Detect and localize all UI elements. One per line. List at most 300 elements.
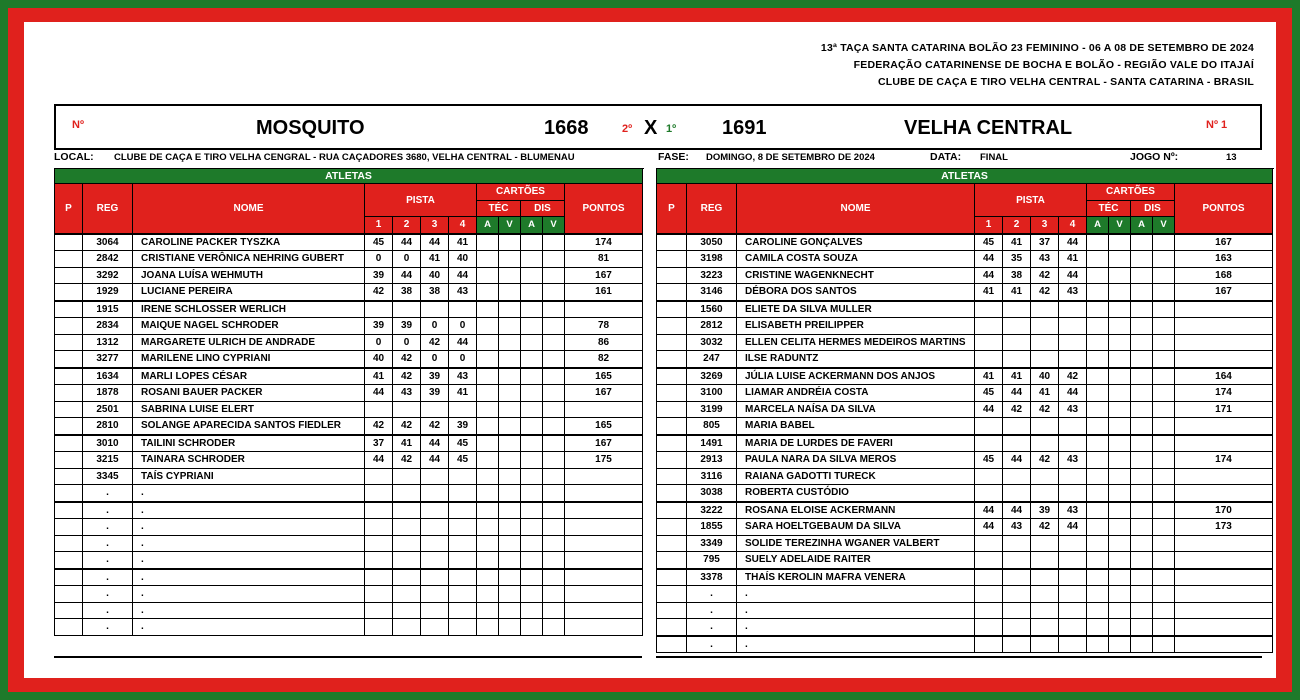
pontos-cell: 174 <box>565 234 643 251</box>
cartao-cell <box>499 535 521 552</box>
pista-score-cell <box>1003 602 1031 619</box>
pontos-cell <box>1175 351 1273 368</box>
cartao-cell <box>1109 485 1131 502</box>
cartao-cell <box>1153 636 1175 653</box>
cartao-cell <box>1087 602 1109 619</box>
athlete-row <box>55 602 643 619</box>
pista-score-cell <box>1059 334 1087 351</box>
athlete-row <box>657 334 1273 351</box>
cartao-cell <box>543 502 565 519</box>
cartao-cell <box>499 619 521 636</box>
pista-score-cell <box>1031 318 1059 335</box>
pontos-cell: 165 <box>565 418 643 435</box>
pista-score-cell: 44 <box>1059 385 1087 402</box>
reg-cell: 1929 <box>83 284 133 301</box>
pista-score-cell: 41 <box>1059 251 1087 268</box>
cartao-cell <box>477 267 499 284</box>
cartao-cell <box>477 619 499 636</box>
cartao-cell <box>1153 251 1175 268</box>
pontos-cell: 170 <box>1175 502 1273 519</box>
match-number-left: Nº <box>72 119 84 131</box>
nome-cell: MARILENE LINO CYPRIANI <box>133 351 365 368</box>
reg-cell: 3349 <box>687 535 737 552</box>
pista-score-cell <box>1059 485 1087 502</box>
cartao-cell <box>477 418 499 435</box>
cartao-cell <box>1109 535 1131 552</box>
cartao-cell <box>1153 569 1175 586</box>
reg-cell: 1491 <box>687 435 737 452</box>
cartao-cell <box>499 418 521 435</box>
col-nome-header: NOME <box>737 184 975 234</box>
nome-cell: . <box>133 535 365 552</box>
col-pista-header: PISTA <box>365 184 477 217</box>
pista-score-cell <box>1031 535 1059 552</box>
right-team-table <box>656 168 1273 653</box>
pista-score-cell <box>393 301 421 318</box>
cartao-cell <box>1131 569 1153 586</box>
cartao-cell <box>477 251 499 268</box>
pista-score-cell <box>393 552 421 569</box>
pista-score-cell: 42 <box>1031 519 1059 536</box>
athlete-row <box>55 435 643 452</box>
pontos-cell: 163 <box>1175 251 1273 268</box>
cartao-cell <box>1109 351 1131 368</box>
position-cell <box>55 267 83 284</box>
pista-score-cell <box>449 619 477 636</box>
position-cell <box>55 535 83 552</box>
nome-cell: . <box>133 602 365 619</box>
cartao-cell <box>1087 385 1109 402</box>
nome-cell: SOLANGE APARECIDA SANTOS FIEDLER <box>133 418 365 435</box>
nome-cell: LUCIANE PEREIRA <box>133 284 365 301</box>
pista-score-cell: 40 <box>421 267 449 284</box>
pista-score-cell <box>393 468 421 485</box>
nome-cell: CRISTIANE VERÔNICA NEHRING GUBERT <box>133 251 365 268</box>
position-cell <box>657 619 687 636</box>
nome-cell: . <box>133 586 365 603</box>
pista-score-cell <box>393 602 421 619</box>
pista-score-cell: 41 <box>975 284 1003 301</box>
nome-cell: CRISTINE WAGENKNECHT <box>737 267 975 284</box>
col-nome-header: NOME <box>133 184 365 234</box>
athlete-row <box>55 301 643 318</box>
pontos-cell <box>565 468 643 485</box>
pontos-cell <box>565 401 643 418</box>
pista-score-cell: 39 <box>393 318 421 335</box>
pontos-cell <box>1175 334 1273 351</box>
nome-cell: ILSE RADUNTZ <box>737 351 975 368</box>
cartao-cell <box>1109 401 1131 418</box>
cartao-cell <box>543 552 565 569</box>
athlete-row <box>657 586 1273 603</box>
cartao-cell <box>1153 468 1175 485</box>
nome-cell: SABRINA LUISE ELERT <box>133 401 365 418</box>
cartao-cell <box>543 485 565 502</box>
pista-score-cell <box>365 301 393 318</box>
pista-score-cell <box>365 619 393 636</box>
pista-score-cell <box>393 586 421 603</box>
position-cell <box>55 234 83 251</box>
col-cartao-a-header: A <box>521 217 543 234</box>
pista-score-cell: 0 <box>421 318 449 335</box>
pista-score-cell: 38 <box>421 284 449 301</box>
cartao-cell <box>1153 552 1175 569</box>
pista-score-cell: 43 <box>393 385 421 402</box>
position-cell <box>55 284 83 301</box>
pista-score-cell: 45 <box>975 234 1003 251</box>
pista-score-cell: 42 <box>1003 401 1031 418</box>
cartao-cell <box>1131 519 1153 536</box>
col-pista-4-header: 4 <box>449 217 477 234</box>
cartao-cell <box>1109 502 1131 519</box>
col-cartoes-header: CARTÕES <box>477 184 565 201</box>
pista-score-cell: 44 <box>975 401 1003 418</box>
pista-score-cell <box>1031 586 1059 603</box>
cartao-cell <box>543 318 565 335</box>
cartao-cell <box>499 334 521 351</box>
athlete-row <box>55 334 643 351</box>
cartao-cell <box>1131 368 1153 385</box>
nome-cell: MARLI LOPES CÉSAR <box>133 368 365 385</box>
cartao-cell <box>1131 535 1153 552</box>
athlete-row <box>657 485 1273 502</box>
pista-score-cell: 44 <box>365 385 393 402</box>
score-sheet <box>24 22 1276 678</box>
pista-score-cell: 0 <box>365 251 393 268</box>
pista-score-cell <box>1003 435 1031 452</box>
pista-score-cell <box>449 552 477 569</box>
cartao-cell <box>1087 586 1109 603</box>
nome-cell: SUELY ADELAIDE RAITER <box>737 552 975 569</box>
cartao-cell <box>521 351 543 368</box>
position-cell <box>657 452 687 469</box>
position-cell <box>657 334 687 351</box>
cartao-cell <box>477 468 499 485</box>
athlete-row <box>55 385 643 402</box>
reg-cell: 3010 <box>83 435 133 452</box>
col-tec-header: TÉC <box>1087 200 1131 217</box>
left-team-table <box>54 168 643 636</box>
position-cell <box>657 502 687 519</box>
pista-score-cell <box>393 485 421 502</box>
pista-score-cell <box>421 619 449 636</box>
col-pista-3-header: 3 <box>1031 217 1059 234</box>
pista-score-cell <box>365 519 393 536</box>
pista-score-cell <box>1003 468 1031 485</box>
nome-cell: LIAMAR ANDRÉIA COSTA <box>737 385 975 402</box>
col-pista-2-header: 2 <box>1003 217 1031 234</box>
cartao-cell <box>1087 284 1109 301</box>
position-cell <box>55 401 83 418</box>
atletas-header: ATLETAS <box>55 169 643 184</box>
cartao-cell <box>1153 385 1175 402</box>
pista-score-cell <box>975 619 1003 636</box>
reg-cell: . <box>83 602 133 619</box>
left-table-bottom-rule <box>54 656 642 658</box>
cartao-cell <box>521 368 543 385</box>
nome-cell: JOANA LUÍSA WEHMUTH <box>133 267 365 284</box>
pista-score-cell: 44 <box>421 452 449 469</box>
cartao-cell <box>477 318 499 335</box>
team-right-name: VELHA CENTRAL <box>904 117 1073 139</box>
reg-cell: 3345 <box>83 468 133 485</box>
reg-cell: 2812 <box>687 318 737 335</box>
position-cell <box>657 234 687 251</box>
pista-score-cell: 43 <box>1031 251 1059 268</box>
cartao-cell <box>499 251 521 268</box>
athlete-row <box>55 552 643 569</box>
cartao-cell <box>477 334 499 351</box>
cartao-cell <box>1153 234 1175 251</box>
athlete-row <box>657 636 1273 653</box>
cartao-cell <box>499 368 521 385</box>
col-cartao-v-header: V <box>499 217 521 234</box>
reg-cell: . <box>83 586 133 603</box>
position-cell <box>657 351 687 368</box>
cartao-cell <box>521 569 543 586</box>
reg-cell: . <box>83 569 133 586</box>
position-cell <box>55 619 83 636</box>
pista-score-cell: 39 <box>421 385 449 402</box>
pista-score-cell <box>975 318 1003 335</box>
athlete-row <box>55 418 643 435</box>
pista-score-cell: 42 <box>421 334 449 351</box>
pista-score-cell <box>975 586 1003 603</box>
pista-score-cell <box>421 552 449 569</box>
cartao-cell <box>499 602 521 619</box>
col-cartao-v-header: V <box>1153 217 1175 234</box>
pontos-cell: 167 <box>565 435 643 452</box>
cartao-cell <box>1087 418 1109 435</box>
reg-cell: 795 <box>687 552 737 569</box>
pista-score-cell: 41 <box>449 234 477 251</box>
position-cell <box>657 586 687 603</box>
nome-cell: . <box>737 619 975 636</box>
pista-score-cell <box>1031 602 1059 619</box>
nome-cell: . <box>737 636 975 653</box>
position-cell <box>55 468 83 485</box>
cartao-cell <box>1109 586 1131 603</box>
cartao-cell <box>521 385 543 402</box>
pista-score-cell <box>975 552 1003 569</box>
pista-score-cell <box>421 301 449 318</box>
nome-cell: TAINARA SCHRODER <box>133 452 365 469</box>
pista-score-cell: 44 <box>1059 234 1087 251</box>
cartao-cell <box>543 368 565 385</box>
pontos-cell: 167 <box>1175 284 1273 301</box>
position-cell <box>55 502 83 519</box>
pista-score-cell <box>365 468 393 485</box>
athlete-row <box>55 468 643 485</box>
athlete-row <box>55 234 643 251</box>
pista-score-cell <box>421 468 449 485</box>
athlete-row <box>55 368 643 385</box>
athlete-row <box>55 535 643 552</box>
pista-score-cell: 42 <box>1031 452 1059 469</box>
local-label: LOCAL: <box>54 151 94 163</box>
athlete-row <box>657 619 1273 636</box>
pista-score-cell: 41 <box>393 435 421 452</box>
pista-score-cell <box>393 619 421 636</box>
cartao-cell <box>477 385 499 402</box>
cartao-cell <box>1153 318 1175 335</box>
position-cell <box>55 552 83 569</box>
position-cell <box>657 301 687 318</box>
pista-score-cell: 44 <box>1059 519 1087 536</box>
reg-cell: 3032 <box>687 334 737 351</box>
pista-score-cell <box>975 435 1003 452</box>
athlete-row <box>657 435 1273 452</box>
athlete-row <box>657 502 1273 519</box>
pista-score-cell <box>975 334 1003 351</box>
nome-cell: CAMILA COSTA SOUZA <box>737 251 975 268</box>
pista-score-cell <box>1059 586 1087 603</box>
pista-score-cell <box>449 602 477 619</box>
cartao-cell <box>543 351 565 368</box>
pista-score-cell <box>365 401 393 418</box>
col-p-header: P <box>657 184 687 234</box>
pista-score-cell: 41 <box>421 251 449 268</box>
cartao-cell <box>521 452 543 469</box>
cartao-cell <box>1087 251 1109 268</box>
nome-cell: . <box>133 569 365 586</box>
team-left-name: MOSQUITO <box>256 117 365 139</box>
pista-score-cell <box>365 485 393 502</box>
athlete-row <box>657 569 1273 586</box>
position-cell <box>55 519 83 536</box>
pista-score-cell: 40 <box>449 251 477 268</box>
pista-score-cell: 42 <box>365 418 393 435</box>
cartao-cell <box>1153 619 1175 636</box>
cartao-cell <box>1153 301 1175 318</box>
pista-score-cell <box>1031 468 1059 485</box>
nome-cell: MARIA DE LURDES DE FAVERI <box>737 435 975 452</box>
pista-score-cell <box>449 301 477 318</box>
cartao-cell <box>521 401 543 418</box>
position-cell <box>55 385 83 402</box>
cartao-cell <box>499 485 521 502</box>
cartao-cell <box>521 468 543 485</box>
col-dis-header: DIS <box>1131 200 1175 217</box>
reg-cell: . <box>687 602 737 619</box>
event-header <box>821 40 1254 91</box>
cartao-cell <box>1153 485 1175 502</box>
cartao-cell <box>543 619 565 636</box>
athlete-row <box>657 267 1273 284</box>
pista-score-cell <box>449 401 477 418</box>
cartao-cell <box>1153 368 1175 385</box>
cartao-cell <box>1153 435 1175 452</box>
pista-score-cell <box>1059 318 1087 335</box>
pista-score-cell <box>1003 619 1031 636</box>
cartao-cell <box>477 602 499 619</box>
header-line-2: FEDERAÇÃO CATARINENSE DE BOCHA E BOLÃO - REGIÃO VALE DO ITAJAÍ <box>853 59 1254 71</box>
cartao-cell <box>1109 234 1131 251</box>
pista-score-cell: 39 <box>1031 502 1059 519</box>
fase-value: DOMINGO, 8 DE SETEMBRO DE 2024 <box>706 152 875 163</box>
pista-score-cell <box>975 569 1003 586</box>
cartao-cell <box>1109 284 1131 301</box>
cartao-cell <box>543 267 565 284</box>
pista-score-cell <box>975 602 1003 619</box>
pontos-cell: 175 <box>565 452 643 469</box>
pista-score-cell <box>975 636 1003 653</box>
col-pista-1-header: 1 <box>975 217 1003 234</box>
atletas-header: ATLETAS <box>657 169 1273 184</box>
col-pontos-header: PONTOS <box>1175 184 1273 234</box>
position-cell <box>657 251 687 268</box>
cartao-cell <box>1131 485 1153 502</box>
cartao-cell <box>1131 267 1153 284</box>
pista-score-cell <box>1059 636 1087 653</box>
pontos-cell <box>565 569 643 586</box>
cartao-cell <box>1109 301 1131 318</box>
position-cell <box>55 251 83 268</box>
pista-score-cell: 41 <box>1003 234 1031 251</box>
pista-score-cell <box>1003 552 1031 569</box>
cartao-cell <box>1153 452 1175 469</box>
cartao-cell <box>543 602 565 619</box>
cartao-cell <box>1153 535 1175 552</box>
athlete-row <box>55 251 643 268</box>
athlete-row <box>657 452 1273 469</box>
pista-score-cell <box>393 502 421 519</box>
pista-score-cell: 41 <box>449 385 477 402</box>
cartao-cell <box>1109 619 1131 636</box>
cartao-cell <box>1087 401 1109 418</box>
cartao-cell <box>521 602 543 619</box>
cartao-cell <box>499 385 521 402</box>
pista-score-cell: 45 <box>365 234 393 251</box>
cartao-cell <box>499 318 521 335</box>
pista-score-cell <box>1003 351 1031 368</box>
reg-cell: 3199 <box>687 401 737 418</box>
reg-cell: 2842 <box>83 251 133 268</box>
pista-score-cell <box>365 602 393 619</box>
nome-cell: DÉBORA DOS SANTOS <box>737 284 975 301</box>
cartao-cell <box>1131 318 1153 335</box>
athlete-row <box>55 519 643 536</box>
cartao-cell <box>521 418 543 435</box>
athlete-row <box>657 468 1273 485</box>
cartao-cell <box>1131 351 1153 368</box>
athlete-row <box>55 452 643 469</box>
pontos-cell <box>565 485 643 502</box>
reg-cell: 3050 <box>687 234 737 251</box>
nome-cell: . <box>133 552 365 569</box>
pista-score-cell <box>365 502 393 519</box>
cartao-cell <box>1131 251 1153 268</box>
col-p-header: P <box>55 184 83 234</box>
position-cell <box>55 318 83 335</box>
nome-cell: SOLIDE TEREZINHA WGANER VALBERT <box>737 535 975 552</box>
pontos-cell <box>565 301 643 318</box>
pista-score-cell: 40 <box>1031 368 1059 385</box>
cartao-cell <box>521 435 543 452</box>
pontos-cell: 173 <box>1175 519 1273 536</box>
cartao-cell <box>1131 502 1153 519</box>
pista-score-cell <box>975 468 1003 485</box>
cartao-cell <box>1109 334 1131 351</box>
position-cell <box>657 535 687 552</box>
cartao-cell <box>1087 468 1109 485</box>
pontos-cell: 167 <box>565 385 643 402</box>
cartao-cell <box>521 234 543 251</box>
position-cell <box>657 435 687 452</box>
cartao-cell <box>477 435 499 452</box>
pista-score-cell: 42 <box>421 418 449 435</box>
nome-cell: ELLEN CELITA HERMES MEDEIROS MARTINS <box>737 334 975 351</box>
